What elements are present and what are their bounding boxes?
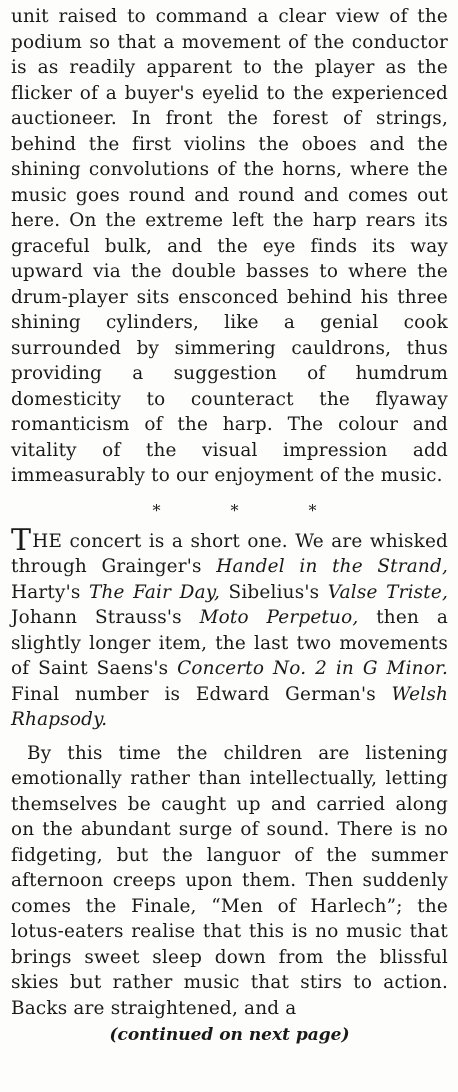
work-title: Moto Perpetuo, bbox=[199, 607, 359, 628]
work-title: The Fair Day, bbox=[89, 581, 220, 603]
text-run: then a slightly longer item, the last two movements of Saint Saens's bbox=[11, 607, 448, 679]
text-run: HE concert is a short one. We are whisked through Grainger's bbox=[11, 530, 448, 577]
work-title: Handel in the Strand, bbox=[216, 556, 448, 577]
drop-cap: T bbox=[11, 522, 32, 558]
text-run: Harty's bbox=[11, 581, 90, 603]
section-divider bbox=[11, 497, 448, 525]
text-run: Johann Strauss's bbox=[11, 607, 200, 628]
work-title: Valse Triste, bbox=[327, 581, 449, 603]
paragraph-children-listening: By this time the children are listening emotionally rather than intellectually, letting themselves be caught up and carried along on the abundant surge of sound. There is no fidgeting, but the languor of the summer afternoon creeps upon them. Then suddenly comes the Finale, “Men of Harlech”; the lotus-eaters realise that this is no music that brings sweet sleep down from the blissful skies but rather music that stirs to action. Backs are straightened, and a bbox=[11, 742, 448, 1019]
asterisk: * bbox=[230, 500, 239, 520]
work-title: Welsh Rhapsody. bbox=[11, 683, 448, 730]
work-title: Concerto No. 2 in G Minor. bbox=[177, 658, 448, 679]
asterisk: * bbox=[152, 500, 161, 520]
continued-note[interactable]: (continued on next page) bbox=[109, 1025, 350, 1045]
text-run: Final number is Edward German's bbox=[11, 683, 392, 705]
text-run: Sibelius's bbox=[220, 581, 328, 603]
paragraph-concert-program bbox=[11, 522, 449, 733]
asterisk: * bbox=[308, 500, 317, 520]
paragraph-orchestra: unit raised to command a clear view of the podium so that a movement of the conductor is as readily apparent to the player as the flicker of a buyer's eyelid to the experienced auctioneer. In front the forest of strings, behind the first violins the oboes and the shining convolutions of the horns, where the music goes round and round and comes out here. On the extreme left the harp rears its graceful bulk, and the eye finds its way upward via the double basses to where the drum-player sits ensconced behind his three shining cylinders, like a genial cook surrounded by simmering cauldrons, thus providing a suggestion of humdrum domesticity to counteract the flyaway romanticism of the harp. The colour and vitality of the visual impression add immeasurably to our enjoyment of the music. bbox=[11, 6, 448, 486]
